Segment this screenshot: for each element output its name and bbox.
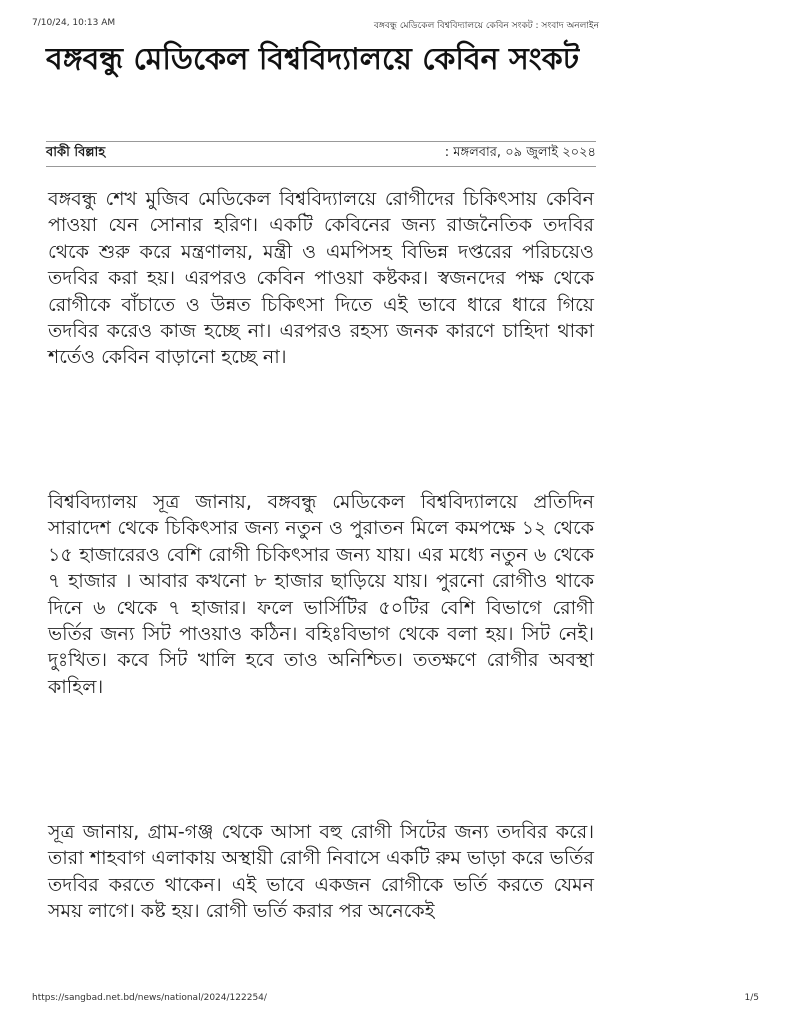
publish-date: : মঙ্গলবার, ০৯ জুলাই ২০২৪ — [444, 145, 596, 160]
print-page-title: বঙ্গবন্ধু মেডিকেল বিশ্ববিদ্যালয়ে কেবিন সংকট : সংবাদ অনলাইন — [373, 21, 599, 31]
author-name: বাকী বিল্লাহ — [46, 145, 106, 160]
page-number: 1/5 — [744, 993, 759, 1003]
page-url[interactable]: https://sangbad.net.bd/news/national/2024/122254/ — [32, 993, 267, 1003]
article-title: বঙ্গবন্ধু মেডিকেল বিশ্ববিদ্যালয়ে কেবিন সংকট — [46, 42, 580, 77]
paragraph-text: সূত্র জানায়, গ্রাম-গঞ্জ থেকে আসা বহু রোগী সিটের জন্য তদবির করে। তারা শাহবাগ এলাকায় অস্থায়ী রোগী নিবাসে একটি রুম ভাড়া করে ভর্তির তদবির করতে থাকেন। এই ভাবে একজন রোগীকে ভর্তি করতে যেমন সময় লাগে। কষ্ট হয়। রোগী ভর্তি করার পর অনেকেই — [48, 821, 594, 923]
article-paragraph-3 — [48, 819, 594, 925]
byline — [46, 141, 596, 167]
article-paragraph-1 — [48, 186, 594, 371]
article-paragraph-2 — [48, 489, 594, 700]
print-timestamp: 7/10/24, 10:13 AM — [32, 18, 116, 28]
paragraph-text: বঙ্গবন্ধু শেখ মুজিব মেডিকেল বিশ্ববিদ্যালয়ে রোগীদের চিকিৎসায় কেবিন পাওয়া যেন সোনার হরিণ। একটি কেবিনের জন্য রাজনৈতিক তদবির থেকে শুরু করে মন্ত্রণালয়, মন্ত্রী ও এমপিসহ বিভিন্ন দপ্তরের পরিচয়েও তদবির করা হয়। এরপরও কেবিন পাওয়া কষ্টকর। স্বজনদের পক্ষ থেকে রোগীকে বাঁচাতে ও উন্নত চিকিৎসা দিতে এই ভাবে ধারে ধারে গিয়ে তদবির করেও কাজ হচ্ছে না। এরপরও রহস্য জনক কারণে চাহিদা থাকা শর্তেও কেবিন বাড়ানো হচ্ছে না। — [48, 188, 594, 369]
paragraph-text: বিশ্ববিদ্যালয় সূত্র জানায়, বঙ্গবন্ধু মেডিকেল বিশ্ববিদ্যালয়ে প্রতিদিন সারাদেশ থেকে চিকিৎসার জন্য নতুন ও পুরাতন মিলে কমপক্ষে ১২ থেকে ১৫ হাজারেরও বেশি রোগী চিকিৎসার জন্য যায়। এর মধ্যে নতুন ৬ থেকে ৭ হাজার । আবার কখনো ৮ হাজার ছাড়িয়ে যায়। পুরনো রোগীও থাকে দিনে ৬ থেকে ৭ হাজার। ফলে ভার্সিটির ৫০টির বেশি বিভাগে রোগী ভর্তির জন্য সিট পাওয়াও কঠিন। বহিঃবিভাগ থেকে বলা হয়। সিট নেই। দুঃখিত। কবে সিট খালি হবে তাও অনিশ্চিত। ততক্ষণে রোগীর অবস্থা কাহিল। — [48, 491, 594, 698]
